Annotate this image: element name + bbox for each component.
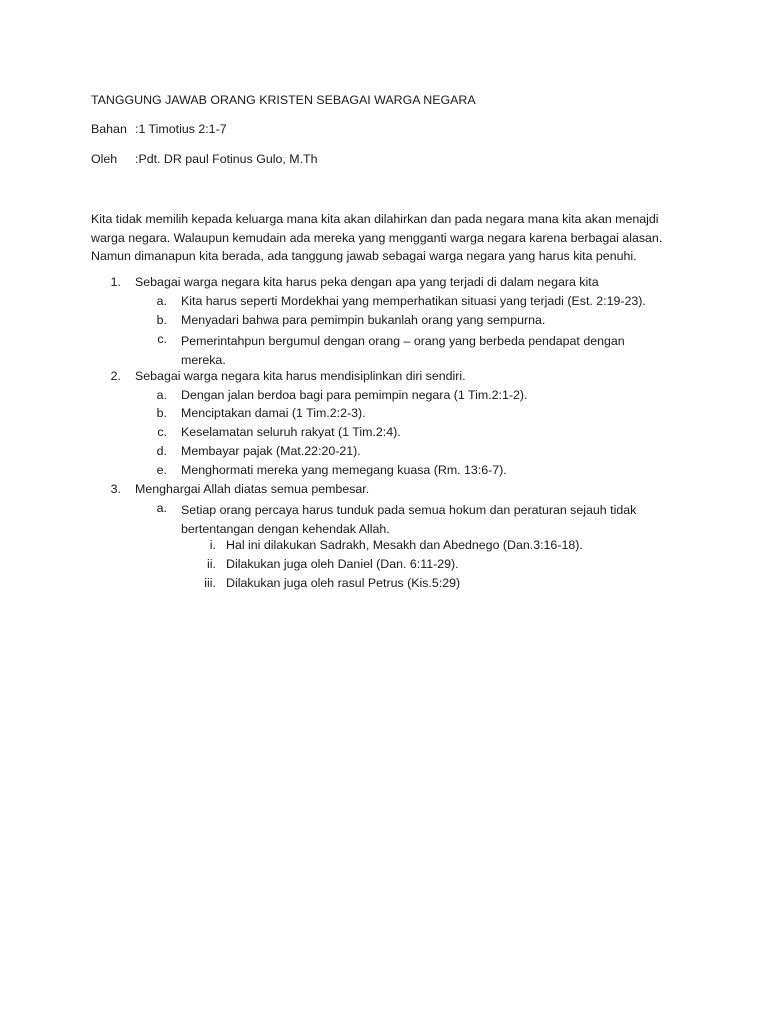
list-marker: a. [156,501,167,515]
list-item-text: Dilakukan juga oleh rasul Petrus (Kis.5:29) [226,576,461,590]
list-marker: i. [209,538,216,552]
list-item-text: Menghargai Allah diatas semua pembesar. [135,482,370,496]
list-marker: ii. [207,557,216,571]
list-item-text: Keselamatan seluruh rakyat (1 Tim.2:4). [181,425,401,439]
list-marker: iii. [204,576,216,590]
list-item-text: Sebagai warga negara kita harus mendisiplinkan diri sendiri. [135,369,466,383]
list-item-text: Menyadari bahwa para pemimpin bukanlah orang yang sempurna. [181,313,546,327]
list-marker: a. [156,388,167,402]
list-marker: c. [157,425,167,439]
list-item-text: Kita harus seperti Mordekhai yang memperhatikan situasi yang terjadi (Est. 2:19-23). [181,294,646,308]
intro-paragraph: Kita tidak memilih kepada keluarga mana kita akan dilahirkan dan pada negara mana kita akan menajdi warga negara. Walaupun kemudain ada mereka yang mengganti warga negara karena berbagai alasan. Namun dimanapun kita berada, ada tanggung jawab sebagai warga negara yang harus kita penuhi. [91,212,663,263]
list-marker: e. [156,463,167,477]
list-item-text: Menciptakan damai (1 Tim.2:2-3). [181,406,366,420]
list-item-text: Setiap orang percaya harus tunduk pada semua hokum dan peraturan sejauh tidak bertentangan dengan kehendak Allah. [181,503,637,536]
list-marker: 2. [110,369,121,383]
oleh-label: Oleh [91,152,118,166]
list-item-text: Pemerintahpun bergumul dengan orang – orang yang berbeda pendapat dengan mereka. [181,334,625,367]
bahan-label: Bahan [91,122,127,136]
list-item-text: Dengan jalan berdoa bagi para pemimpin negara (1 Tim.2:1-2). [181,388,528,402]
oleh-value: :Pdt. DR paul Fotinus Gulo, M.Th [135,152,318,166]
list-item-text: Membayar pajak (Mat.22:20-21). [181,444,361,458]
bahan-value: :1 Timotius 2:1-7 [135,122,227,136]
list-marker: b. [156,406,167,420]
list-marker: c. [157,332,167,346]
list-item-text: Hal ini dilakukan Sadrakh, Mesakh dan Abednego (Dan.3:16-18). [226,538,583,552]
list-item-text: Dilakukan juga oleh Daniel (Dan. 6:11-29). [226,557,459,571]
list-marker: b. [156,313,167,327]
list-item-text: Sebagai warga negara kita harus peka dengan apa yang terjadi di dalam negara kita [135,275,599,289]
document-title: TANGGUNG JAWAB ORANG KRISTEN SEBAGAI WARGA NEGARA [91,93,476,107]
list-marker: a. [156,294,167,308]
list-marker: 1. [110,275,121,289]
list-marker: d. [156,444,167,458]
list-item-text: Menghormati mereka yang memegang kuasa (Rm. 13:6-7). [181,463,507,477]
list-marker: 3. [110,482,121,496]
